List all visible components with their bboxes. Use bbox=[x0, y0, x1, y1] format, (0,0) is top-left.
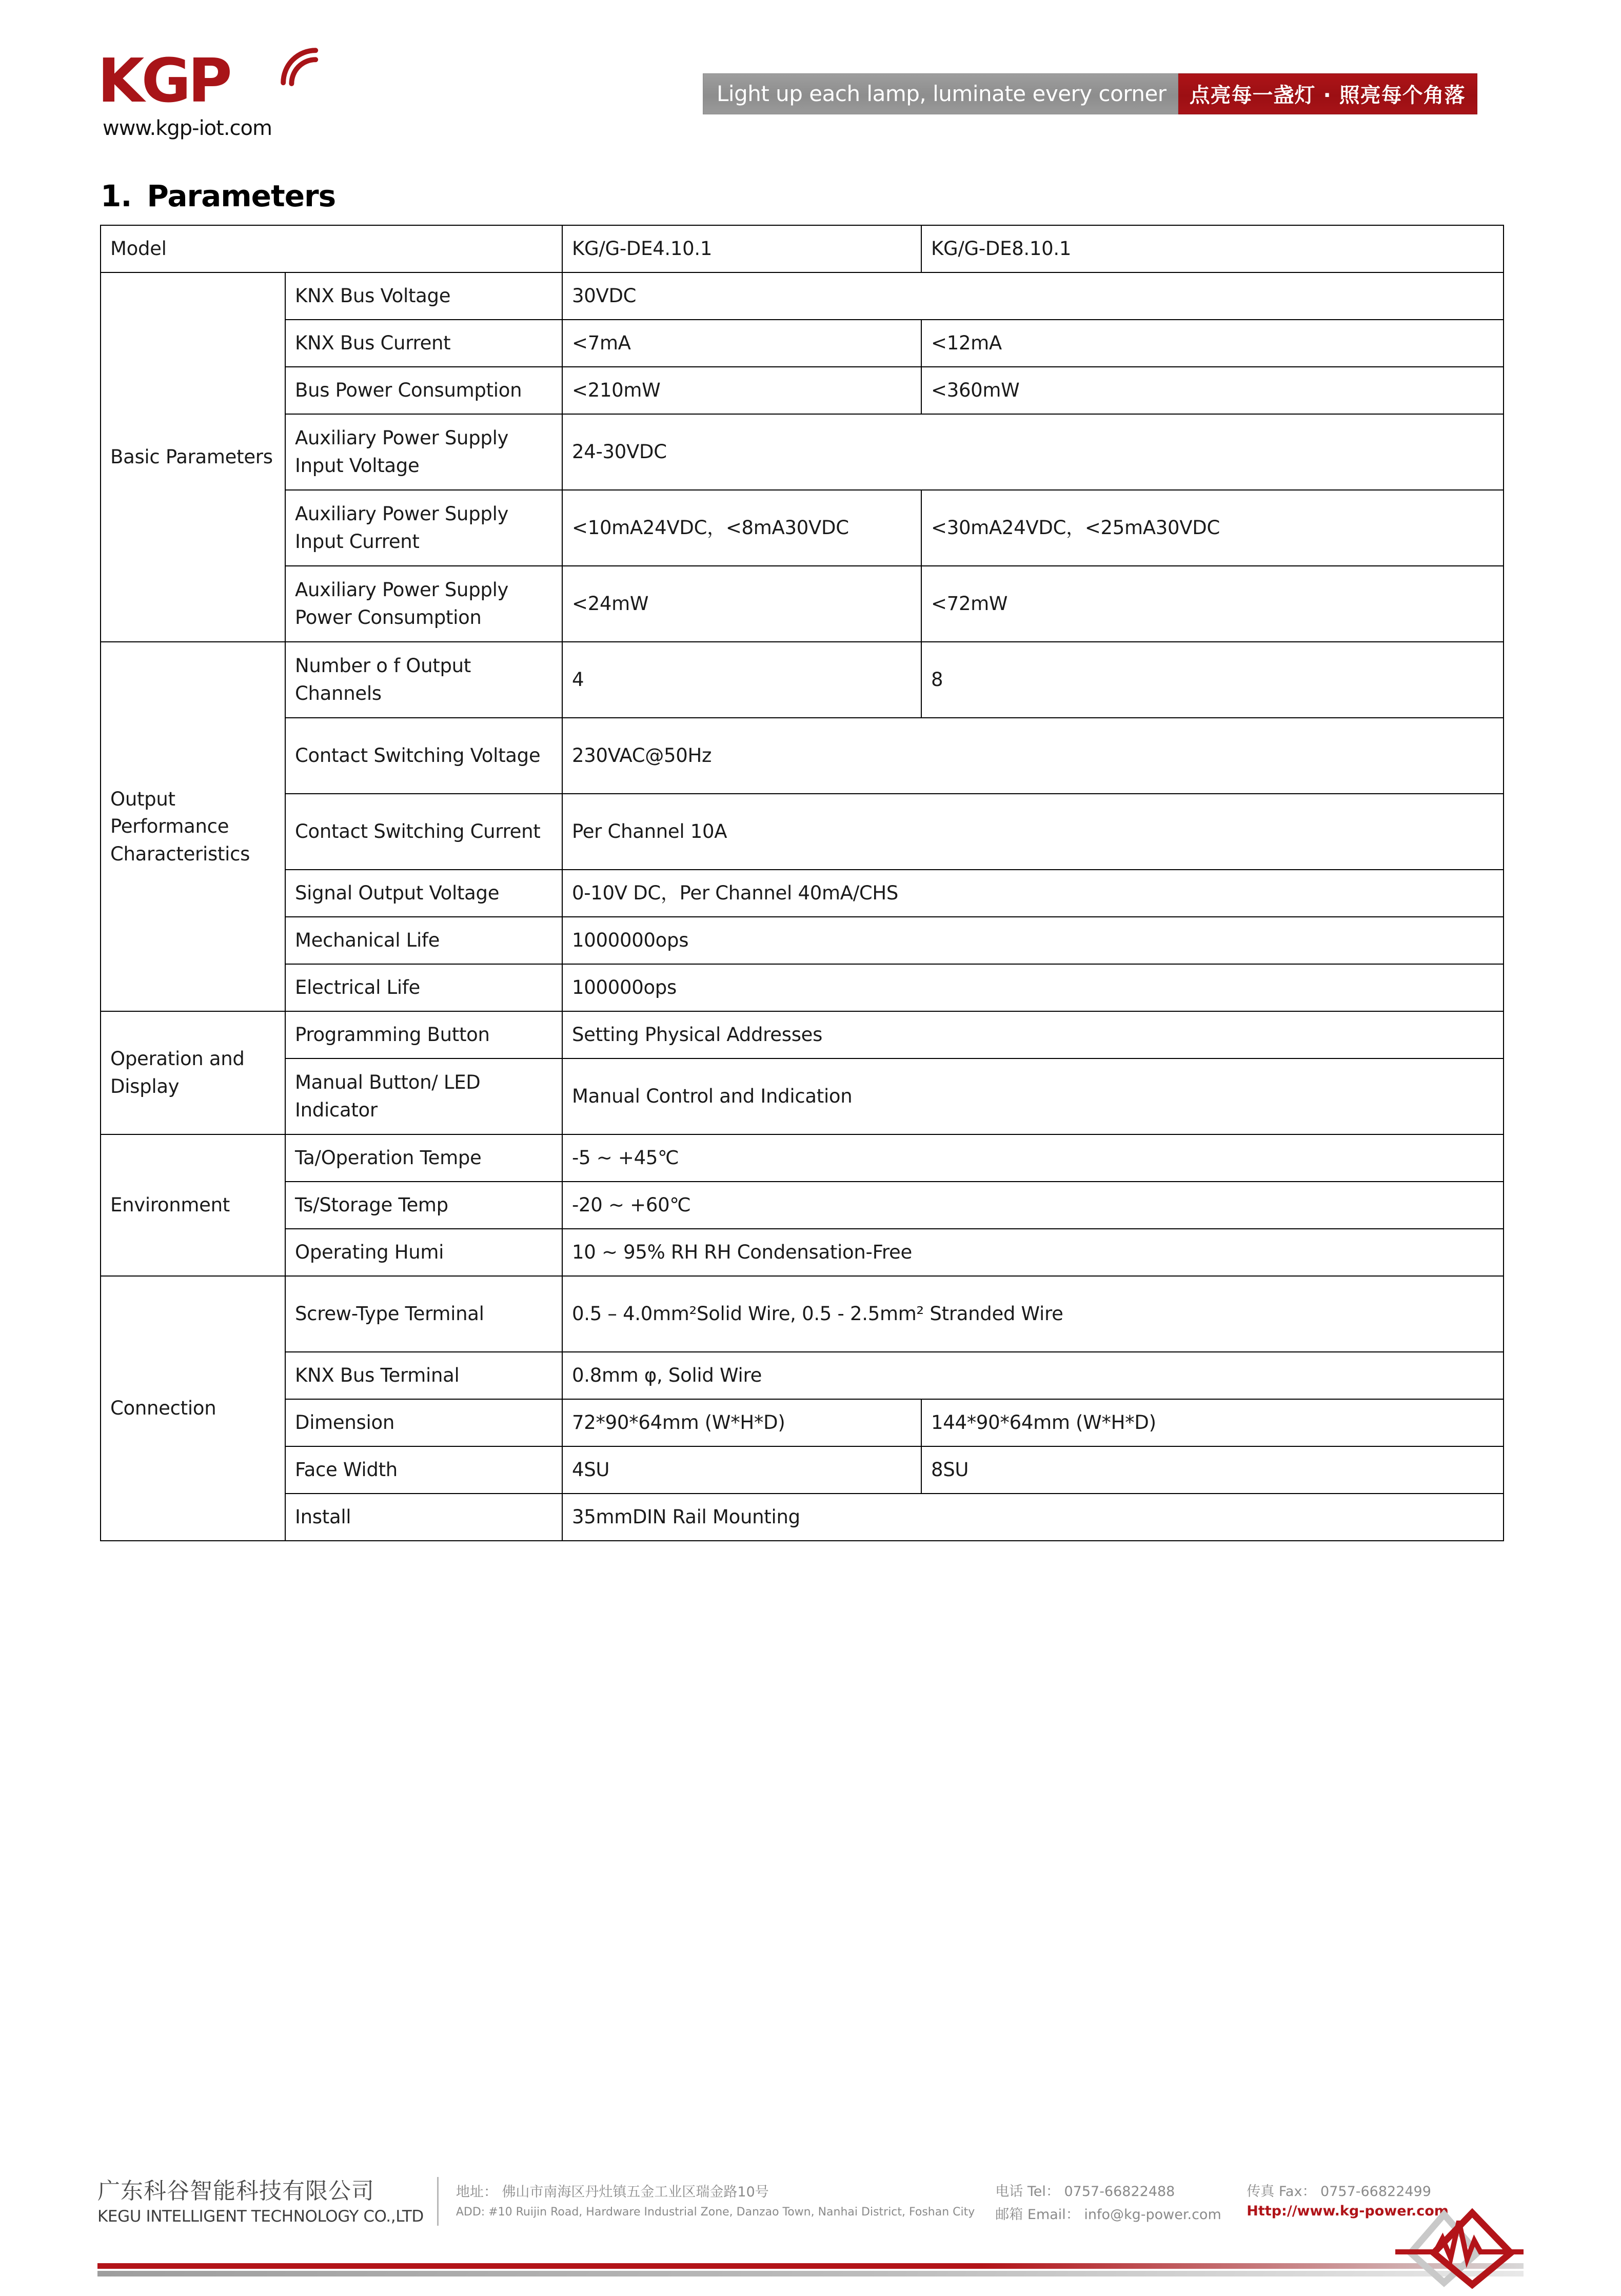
row-value: Manual Control and Indication bbox=[562, 1058, 1504, 1134]
table-row bbox=[101, 414, 1504, 490]
page-footer bbox=[0, 2168, 1621, 2296]
slogan-banner bbox=[703, 73, 1477, 114]
row-value-b: 8SU bbox=[921, 1446, 1504, 1494]
row-label: Auxiliary Power Supply Power Consumption bbox=[285, 566, 562, 642]
table-row bbox=[101, 642, 1504, 718]
row-value-b: <12mA bbox=[921, 320, 1504, 367]
row-value-b: <72mW bbox=[921, 566, 1504, 642]
table-row bbox=[101, 1494, 1504, 1541]
address-english: ADD: #10 Ruijin Road, Hardware Industrial Zone, Danzao Town, Nanhai District, Foshan City bbox=[456, 2206, 975, 2219]
group-label-1: Output Performance Characteristics bbox=[101, 642, 285, 1011]
row-label: Auxiliary Power Supply Input Current bbox=[285, 490, 562, 566]
table-row bbox=[101, 1276, 1504, 1352]
row-value: 10 ~ 95% RH RH Condensation-Free bbox=[562, 1229, 1504, 1276]
contact-website[interactable]: Http://www.kg-power.com bbox=[1247, 2203, 1449, 2219]
group-label-2: Operation and Display bbox=[101, 1011, 285, 1134]
section-number: 1. bbox=[101, 179, 132, 213]
parameters-table bbox=[100, 225, 1504, 1541]
row-label: Programming Button bbox=[285, 1011, 562, 1058]
row-label: Operating Humi bbox=[285, 1229, 562, 1276]
logo-mark bbox=[97, 45, 344, 122]
row-label: Auxiliary Power Supply Input Voltage bbox=[285, 414, 562, 490]
row-value-b: 8 bbox=[921, 642, 1504, 718]
table-row bbox=[101, 566, 1504, 642]
page-title bbox=[101, 179, 1621, 213]
row-label: Dimension bbox=[285, 1399, 562, 1446]
table-row bbox=[101, 917, 1504, 964]
address-chinese: 地址： 佛山市南海区丹灶镇五金工业区瑞金路10号 bbox=[456, 2184, 769, 2200]
table-row bbox=[101, 1399, 1504, 1446]
row-value: -20 ~ +60℃ bbox=[562, 1182, 1504, 1229]
footer-bar-gray bbox=[97, 2271, 1524, 2277]
row-value: 24-30VDC bbox=[562, 414, 1504, 490]
row-value: Setting Physical Addresses bbox=[562, 1011, 1504, 1058]
row-value-a: 72*90*64mm (W*H*D) bbox=[562, 1399, 921, 1446]
table-row bbox=[101, 1352, 1504, 1399]
row-label: Manual Button/ LED Indicator bbox=[285, 1058, 562, 1134]
row-value: -5 ~ +45℃ bbox=[562, 1134, 1504, 1182]
parameters-table-body bbox=[101, 225, 1504, 1541]
company-name-chinese: 广东科谷智能科技有限公司 bbox=[97, 2178, 374, 2204]
row-value-b: <30mA24VDC，<25mA30VDC bbox=[921, 490, 1504, 566]
parameters-table-container bbox=[100, 225, 1503, 1541]
logo-website-url: www.kgp-iot.com bbox=[103, 116, 272, 140]
row-label: Number o f Output Channels bbox=[285, 642, 562, 718]
row-value-b: 144*90*64mm (W*H*D) bbox=[921, 1399, 1504, 1446]
row-value-a: 4 bbox=[562, 642, 921, 718]
table-row bbox=[101, 272, 1504, 320]
row-value: 35mmDIN Rail Mounting bbox=[562, 1494, 1504, 1541]
slogan-chinese: 点亮每一盏灯 · 照亮每个角落 bbox=[1178, 73, 1477, 114]
row-value: 100000ops bbox=[562, 964, 1504, 1011]
row-value-model-b: KG/G-DE8.10.1 bbox=[921, 225, 1504, 272]
row-label: KNX Bus Voltage bbox=[285, 272, 562, 320]
group-label-4: Connection bbox=[101, 1276, 285, 1541]
table-row bbox=[101, 1182, 1504, 1229]
footer-address bbox=[439, 2177, 975, 2221]
row-value-b: <360mW bbox=[921, 367, 1504, 414]
table-row bbox=[101, 320, 1504, 367]
contact-tel: 电话 Tel： 0757-66822488 bbox=[995, 2184, 1175, 2200]
table-row bbox=[101, 1058, 1504, 1134]
row-value-model-a: KG/G-DE4.10.1 bbox=[562, 225, 921, 272]
table-row bbox=[101, 1229, 1504, 1276]
row-label: Contact Switching Voltage bbox=[285, 718, 562, 794]
brand-logo bbox=[97, 29, 385, 140]
row-value: 0-10V DC，Per Channel 40mA/CHS bbox=[562, 870, 1504, 917]
table-row bbox=[101, 1134, 1504, 1182]
contact-fax: 传真 Fax： 0757-66822499 bbox=[1247, 2184, 1431, 2200]
table-row bbox=[101, 794, 1504, 870]
row-value: 230VAC@50Hz bbox=[562, 718, 1504, 794]
page-header bbox=[0, 0, 1621, 169]
row-label: Install bbox=[285, 1494, 562, 1541]
diamond-waveform-logo-icon bbox=[1395, 2191, 1549, 2289]
table-row bbox=[101, 367, 1504, 414]
table-row bbox=[101, 1446, 1504, 1494]
row-label: Mechanical Life bbox=[285, 917, 562, 964]
row-label: Model bbox=[101, 225, 562, 272]
row-label: KNX Bus Terminal bbox=[285, 1352, 562, 1399]
footer-content bbox=[97, 2168, 1524, 2226]
group-label-0: Basic Parameters bbox=[101, 272, 285, 642]
row-value-a: <10mA24VDC，<8mA30VDC bbox=[562, 490, 921, 566]
row-value-a: 4SU bbox=[562, 1446, 921, 1494]
wifi-signal-icon bbox=[280, 47, 326, 93]
row-value-a: <210mW bbox=[562, 367, 921, 414]
row-label: Bus Power Consumption bbox=[285, 367, 562, 414]
table-row bbox=[101, 870, 1504, 917]
row-value-a: <7mA bbox=[562, 320, 921, 367]
row-value-a: <24mW bbox=[562, 566, 921, 642]
footer-bar-red bbox=[97, 2263, 1524, 2269]
row-label: Ts/Storage Temp bbox=[285, 1182, 562, 1229]
row-label: Electrical Life bbox=[285, 964, 562, 1011]
row-label: Ta/Operation Tempe bbox=[285, 1134, 562, 1182]
table-row bbox=[101, 964, 1504, 1011]
row-label: KNX Bus Current bbox=[285, 320, 562, 367]
row-value: 0.5 – 4.0mm²Solid Wire, 0.5 - 2.5mm² Stranded Wire bbox=[562, 1276, 1504, 1352]
group-label-3: Environment bbox=[101, 1134, 285, 1276]
table-row bbox=[101, 1011, 1504, 1058]
row-value: 30VDC bbox=[562, 272, 1504, 320]
row-value: Per Channel 10A bbox=[562, 794, 1504, 870]
row-value: 0.8mm φ, Solid Wire bbox=[562, 1352, 1504, 1399]
table-row bbox=[101, 718, 1504, 794]
footer-company bbox=[97, 2177, 439, 2226]
logo-wordmark: KGP bbox=[97, 45, 229, 116]
row-label: Contact Switching Current bbox=[285, 794, 562, 870]
company-name-english: KEGU INTELLIGENT TECHNOLOGY CO.,LTD bbox=[97, 2207, 424, 2226]
row-value: 1000000ops bbox=[562, 917, 1504, 964]
contact-email: 邮箱 Email： info@kg-power.com bbox=[995, 2207, 1221, 2223]
row-label: Face Width bbox=[285, 1446, 562, 1494]
row-label: Screw-Type Terminal bbox=[285, 1276, 562, 1352]
slogan-english: Light up each lamp, luminate every corner bbox=[703, 73, 1178, 114]
table-row-model bbox=[101, 225, 1504, 272]
table-row bbox=[101, 490, 1504, 566]
footer-divider-bars bbox=[97, 2263, 1524, 2277]
row-label: Signal Output Voltage bbox=[285, 870, 562, 917]
section-heading: Parameters bbox=[147, 179, 336, 213]
